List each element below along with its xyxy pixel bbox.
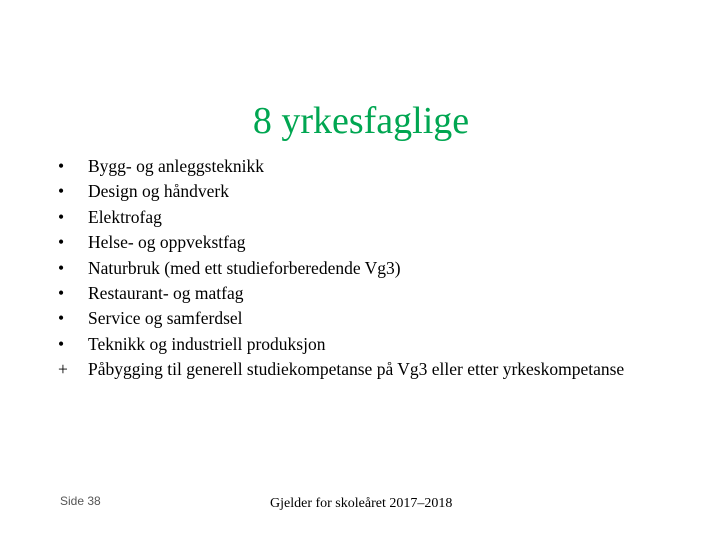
bullet-marker: • (58, 257, 65, 278)
plus-marker: + (58, 359, 68, 380)
page-number: Side 38 (60, 494, 101, 508)
list-item (54, 281, 674, 306)
list-item-text: Naturbruk (med ett studieforberedende Vg3) (88, 257, 401, 278)
footer-validity: Gjelder for skoleåret 2017–2018 (270, 496, 453, 511)
list-item (54, 154, 674, 179)
bullet-marker: • (58, 232, 65, 253)
list-item-text: Design og håndverk (88, 181, 229, 202)
list-item (54, 230, 674, 255)
list-item-text: Teknikk og industriell produksjon (88, 333, 326, 354)
list-item (54, 179, 674, 204)
list-item-text: Helse- og oppvekstfag (88, 232, 246, 253)
slide-title-text: 8 yrkesfaglige (252, 100, 470, 142)
bullet-list (54, 154, 674, 383)
list-item-text: Restaurant- og matfag (88, 283, 244, 304)
bullet-marker: • (58, 156, 65, 176)
list-item-text: Påbygging til generell studiekompetanse på Vg3 eller etter yrkeskompetanse (88, 359, 625, 380)
list-item (54, 256, 674, 281)
list-item (54, 332, 674, 357)
slide-title (0, 96, 720, 146)
bullet-marker: • (58, 283, 65, 304)
list-item-text: Bygg- og anleggsteknikk (88, 156, 264, 176)
list-item (54, 357, 674, 382)
bullet-marker: • (58, 206, 65, 227)
list-item-text: Service og samferdsel (88, 308, 243, 329)
list-item-text: Elektrofag (88, 206, 162, 227)
list-item (54, 205, 674, 230)
bullet-marker: • (58, 333, 65, 354)
bullet-marker: • (58, 181, 65, 202)
list-item (54, 306, 674, 331)
bullet-marker: • (58, 308, 65, 329)
